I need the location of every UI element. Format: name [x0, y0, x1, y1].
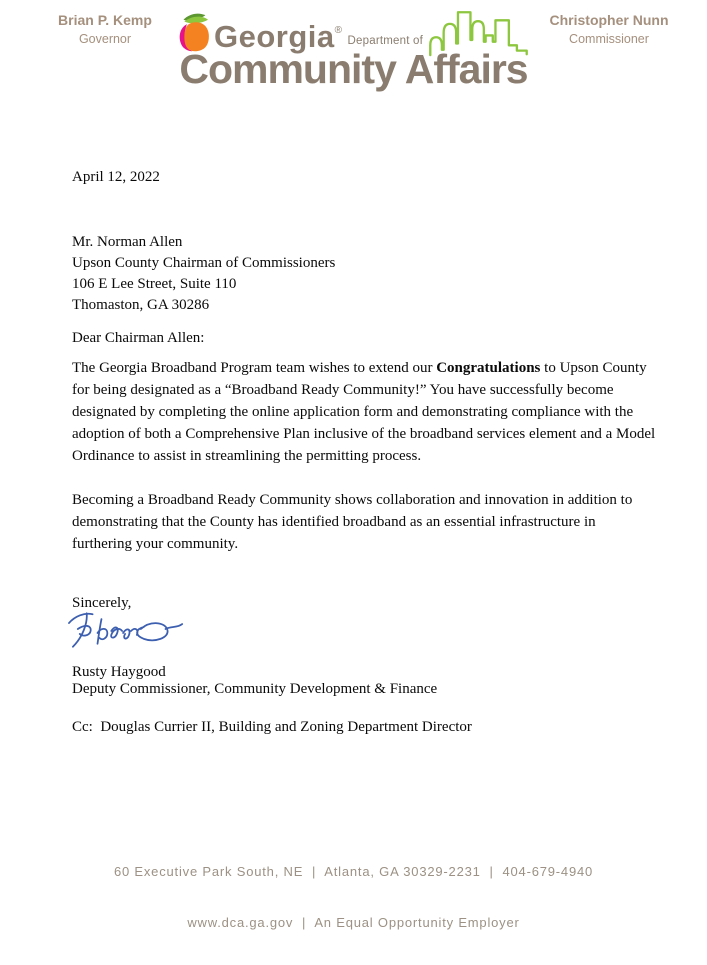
- sender-title: Deputy Commissioner, Community Development & Finance: [72, 681, 438, 697]
- paragraph-line: [72, 357, 655, 379]
- address-line: Upson County Chairman of Commissioners: [72, 255, 336, 271]
- paragraph-1: [72, 357, 655, 467]
- signature-rusty-haygood: [66, 607, 194, 653]
- commissioner-block: [524, 12, 694, 47]
- logo-brand-word: Georgia: [213, 19, 335, 54]
- governor-block: [26, 12, 184, 47]
- letter-date: April 12, 2022: [72, 169, 160, 185]
- registered-mark: ®: [334, 25, 343, 36]
- paragraph-2: [72, 489, 632, 555]
- sender-name: Rusty Haygood: [72, 664, 166, 680]
- para1-pre: The Georgia Broadband Program team wishes to extend our: [72, 360, 437, 376]
- sender-block: [72, 664, 437, 698]
- paragraph-line: adoption of both a Comprehensive Plan inclusive of the broadband services element and a Model: [72, 426, 656, 442]
- logo-department-of: Department of: [347, 35, 424, 47]
- governor-title: Governor: [78, 31, 132, 46]
- salutation: Dear Chairman Allen:: [72, 330, 205, 346]
- dca-logo: [176, 6, 531, 90]
- paragraph-line: Ordinance to assist in streamlining the permitting process.: [72, 448, 422, 464]
- footer-web-line: www.dca.ga.gov | An Equal Opportunity Employer: [187, 915, 520, 930]
- commissioner-title: Commissioner: [569, 31, 649, 46]
- footer-address-line: 60 Executive Park South, NE | Atlanta, GA 30329-2231 | 404-679-4940: [113, 864, 594, 879]
- recipient-address: [72, 232, 335, 316]
- paragraph-line: for being designated as a “Broadband Ready Community!” You have successfully become: [72, 382, 614, 398]
- footer: [0, 829, 707, 965]
- paragraph-line: designated by completing the online application form and demonstrating compliance with the: [72, 404, 634, 420]
- closing: Sincerely,: [72, 595, 132, 611]
- logo-community-affairs: Community Affairs: [179, 46, 528, 92]
- address-line: Thomaston, GA 30286: [72, 297, 210, 313]
- address-line: 106 E Lee Street, Suite 110: [72, 276, 237, 292]
- paragraph-line: Becoming a Broadband Ready Community shows collaboration and innovation in addition to: [72, 492, 633, 508]
- para1-post: to Upson County: [540, 360, 647, 376]
- commissioner-name: Christopher Nunn: [549, 12, 669, 28]
- paragraph-line: furthering your community.: [72, 536, 239, 552]
- para1-bold-word: Congratulations: [436, 360, 541, 376]
- address-line: Mr. Norman Allen: [72, 234, 183, 250]
- cc-line: Cc: Douglas Currier II, Building and Zoning Department Director: [72, 719, 472, 735]
- paragraph-line: demonstrating that the County has identified broadband as an essential infrastructure in: [72, 514, 596, 530]
- governor-name: Brian P. Kemp: [58, 12, 152, 28]
